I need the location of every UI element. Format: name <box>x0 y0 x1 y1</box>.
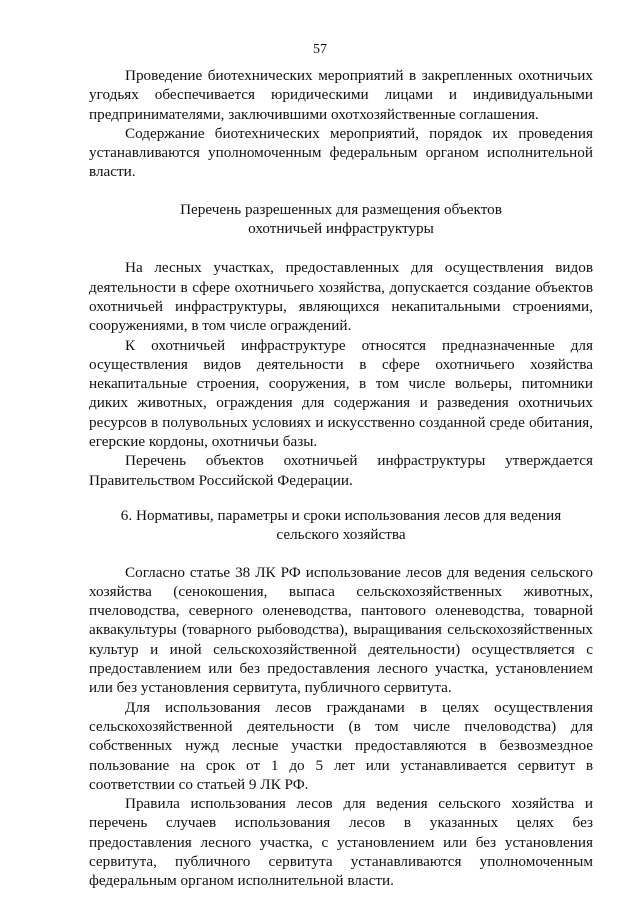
paragraph-infrastructure-list: Перечень объектов охотничьей инфраструктуры утверждается Правительством Российской Федерации. <box>89 452 593 489</box>
paragraph-biotech-provision: Проведение биотехнических мероприятий в закрепленных охотничьих угодьях обеспечивается юридическими лицами и индивидуальными предпринимателями, заключившими охотхозяйственные соглашения. <box>89 67 593 123</box>
paragraph-agriculture-rules: Правила использования лесов для ведения сельского хозяйства и перечень случаев использования лесов в указанных целях без предоставления лесного участка, с установлением или без установления сервитута, публичного сервитута устанавливаются уполномоченным федеральным органом исполнительной власти. <box>89 795 593 890</box>
paragraph-infrastructure-definition: К охотничьей инфраструктуре относятся предназначенные для осуществления видов деятельности в сфере охотничьего хозяйства некапитальные строения, сооружения, в том числе вольеры, питомники диких животных, ограждения для содержания и разведения охотничьих ресурсов в полувольных условиях и искусственно созданной среде обитания, егерские кордоны, охотничьи базы. <box>89 336 593 451</box>
page-number: 57 <box>313 42 327 57</box>
heading-line: 6. Нормативы, параметры и сроки использования лесов для ведения <box>120 506 562 524</box>
document-body <box>89 66 593 891</box>
heading-line: Перечень разрешенных для размещения объектов <box>180 200 502 218</box>
section-heading-agriculture <box>89 506 593 545</box>
section-heading-infrastructure <box>89 200 593 239</box>
paragraph-article-38: Согласно статье 38 ЛК РФ использование лесов для ведения сельского хозяйства (сенокошения, выпаса сельскохозяйственных животных, пчеловодства, северного оленеводства, пантового оленеводства, товарной аквакультуры (товарного рыбоводства), выращивания сельскохозяйственных культур и иной сельскохозяйственной деятельности) осуществляется с предоставлением или без предоставления лесного участка, установлением или без установления сервитута, публичного сервитута. <box>89 563 593 697</box>
paragraph-forest-plots: На лесных участках, предоставленных для осуществления видов деятельности в сфере охотничьего хозяйства, допускается создание объектов охотничьей инфраструктуры, являющихся некапитальными строениями, сооружениями, в том числе ограждений. <box>89 259 593 335</box>
paragraph-citizens-use: Для использования лесов гражданами в целях осуществления сельскохозяйственной деятельности (в том числе пчеловодства) для собственных нужд лесные участки предоставляются в безвозмездное пользование на срок от 1 до 5 лет или устанавливается сервитут в соответствии со статьей 9 ЛК РФ. <box>89 698 593 793</box>
paragraph-biotech-content: Содержание биотехнических мероприятий, порядок их проведения устанавливаются уполномоченным федеральным органом исполнительной власти. <box>89 124 593 181</box>
heading-line: сельского хозяйства <box>276 526 406 544</box>
heading-line: охотничьей инфраструктуры <box>248 220 434 238</box>
